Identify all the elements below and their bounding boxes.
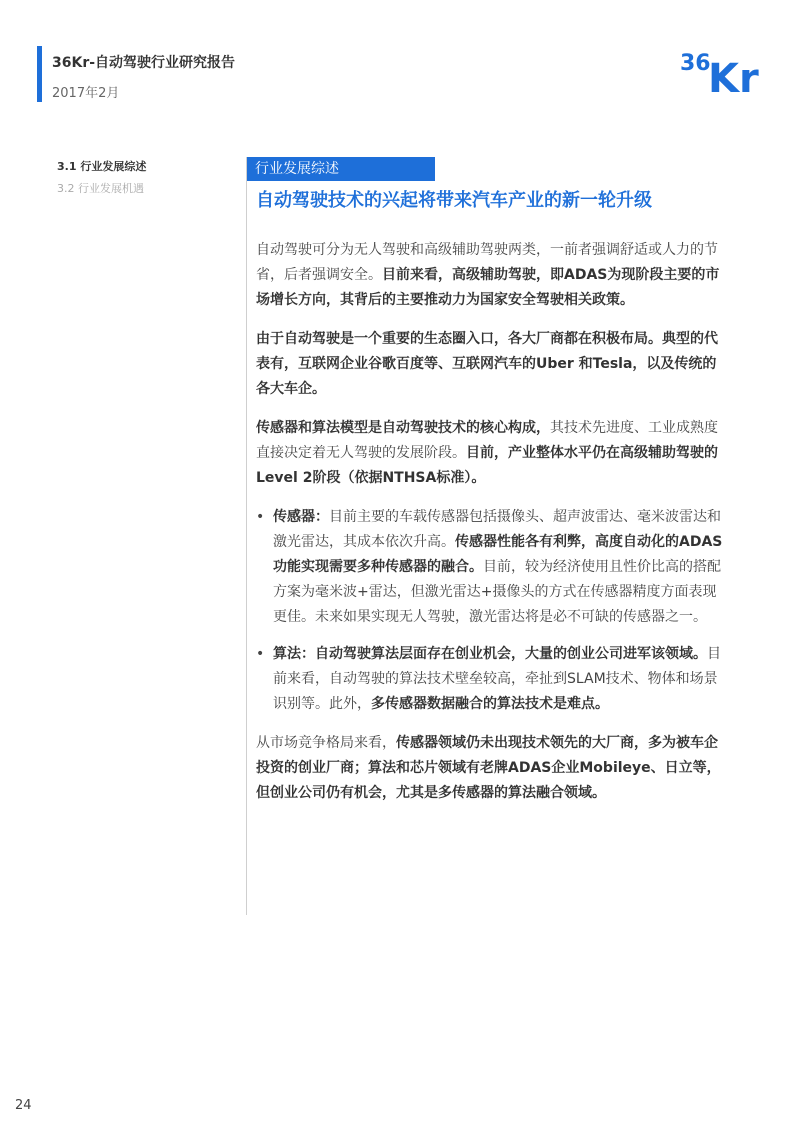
sensors-emphasis: 传感器性能各有利弊，高度自动化的ADAS功能实现需要多种传感器的融合。 <box>273 534 723 575</box>
algorithms-emphasis: 算法：自动驾驶算法层面存在创业机会，大量的创业公司进军该领域。 <box>273 646 707 662</box>
competition-text: 从市场竞争格局来看， <box>256 735 396 751</box>
sensors-text: 目前主要的车载传感器包括摄像头、超声波雷达、毫米波雷达和激光雷达，其成本依次升高。 <box>273 509 721 550</box>
sensors-label: 传感器： <box>273 509 329 525</box>
paragraph-competition <box>256 731 724 806</box>
header-accent-bar <box>37 46 42 102</box>
bullet-algorithms <box>256 642 724 717</box>
bullet-dot: • <box>256 509 265 525</box>
bullet-dot: • <box>256 646 265 662</box>
paragraph-core-tech <box>256 416 724 491</box>
logo-number: 36 <box>680 51 711 76</box>
paragraph-ecosystem <box>256 327 724 402</box>
bullet-sensors <box>256 505 724 630</box>
competition-emphasis: 传感器领域仍未出现技术领先的大厂商，多为被车企投资的创业厂商；算法和芯片领域有老牌ADAS企业Mobileye、日立等，但创业公司仍有机会，尤其是多传感器的算法融合领域。 <box>256 735 721 801</box>
bullet-list <box>256 505 724 717</box>
toc-item-opportunities[interactable]: 3.2 行业发展机遇 <box>57 182 144 195</box>
toc-item-overview[interactable]: 3.1 行业发展综述 <box>57 160 147 173</box>
main-content <box>256 238 724 820</box>
paragraph-intro <box>256 238 724 313</box>
table-of-contents <box>57 156 146 200</box>
section-tag: 行业发展综述 <box>247 157 435 181</box>
core-tech-level: 目前，产业整体水平仍在高级辅助驾驶的Level 2阶段（依据NTHSA标准）。 <box>256 445 718 486</box>
intro-text: 自动驾驶可分为无人驾驶和高级辅助驾驶两类，一前者强调舒适或人力的节省，后者强调安全。 <box>256 242 718 283</box>
logo-letters: Kr <box>708 56 759 96</box>
algorithms-text: 目前来看，自动驾驶的算法技术壁垒较高，牵扯到SLAM技术、物体和场景识别等。此外， <box>273 646 721 712</box>
page-number: 24 <box>15 1098 32 1113</box>
section-heading: 自动驾驶技术的兴起将带来汽车产业的新一轮升级 <box>256 190 652 211</box>
intro-emphasis: 目前来看，高级辅助驾驶，即ADAS为现阶段主要的市场增长方向，其背后的主要推动力为国家安全驾驶相关政策。 <box>256 267 720 308</box>
section-divider <box>246 157 247 915</box>
core-tech-text: 其技术先进度、工业成熟度直接决定着无人驾驶的发展阶段。 <box>256 420 718 461</box>
ecosystem-emphasis: 由于自动驾驶是一个重要的生态圈入口，各大厂商都在积极布局。典型的代表有，互联网企业谷歌百度等、互联网汽车的Uber 和Tesla，以及传统的各大车企。 <box>256 331 718 397</box>
core-tech-emphasis: 传感器和算法模型是自动驾驶技术的核心构成， <box>256 420 550 436</box>
36kr-logo <box>680 40 770 96</box>
sensors-text-2: 目前，较为经济使用且性价比高的搭配方案为毫米波+雷达，但激光雷达+摄像头的方式在传感器精度方面表现更佳。未来如果实现无人驾驶，激光雷达将是必不可缺的传感器之一。 <box>273 559 721 625</box>
document-title: 36Kr-自动驾驶行业研究报告 <box>52 55 236 71</box>
algorithms-emphasis-2: 多传感器数据融合的算法技术是难点。 <box>371 696 609 712</box>
document-date: 2017年2月 <box>52 86 120 101</box>
